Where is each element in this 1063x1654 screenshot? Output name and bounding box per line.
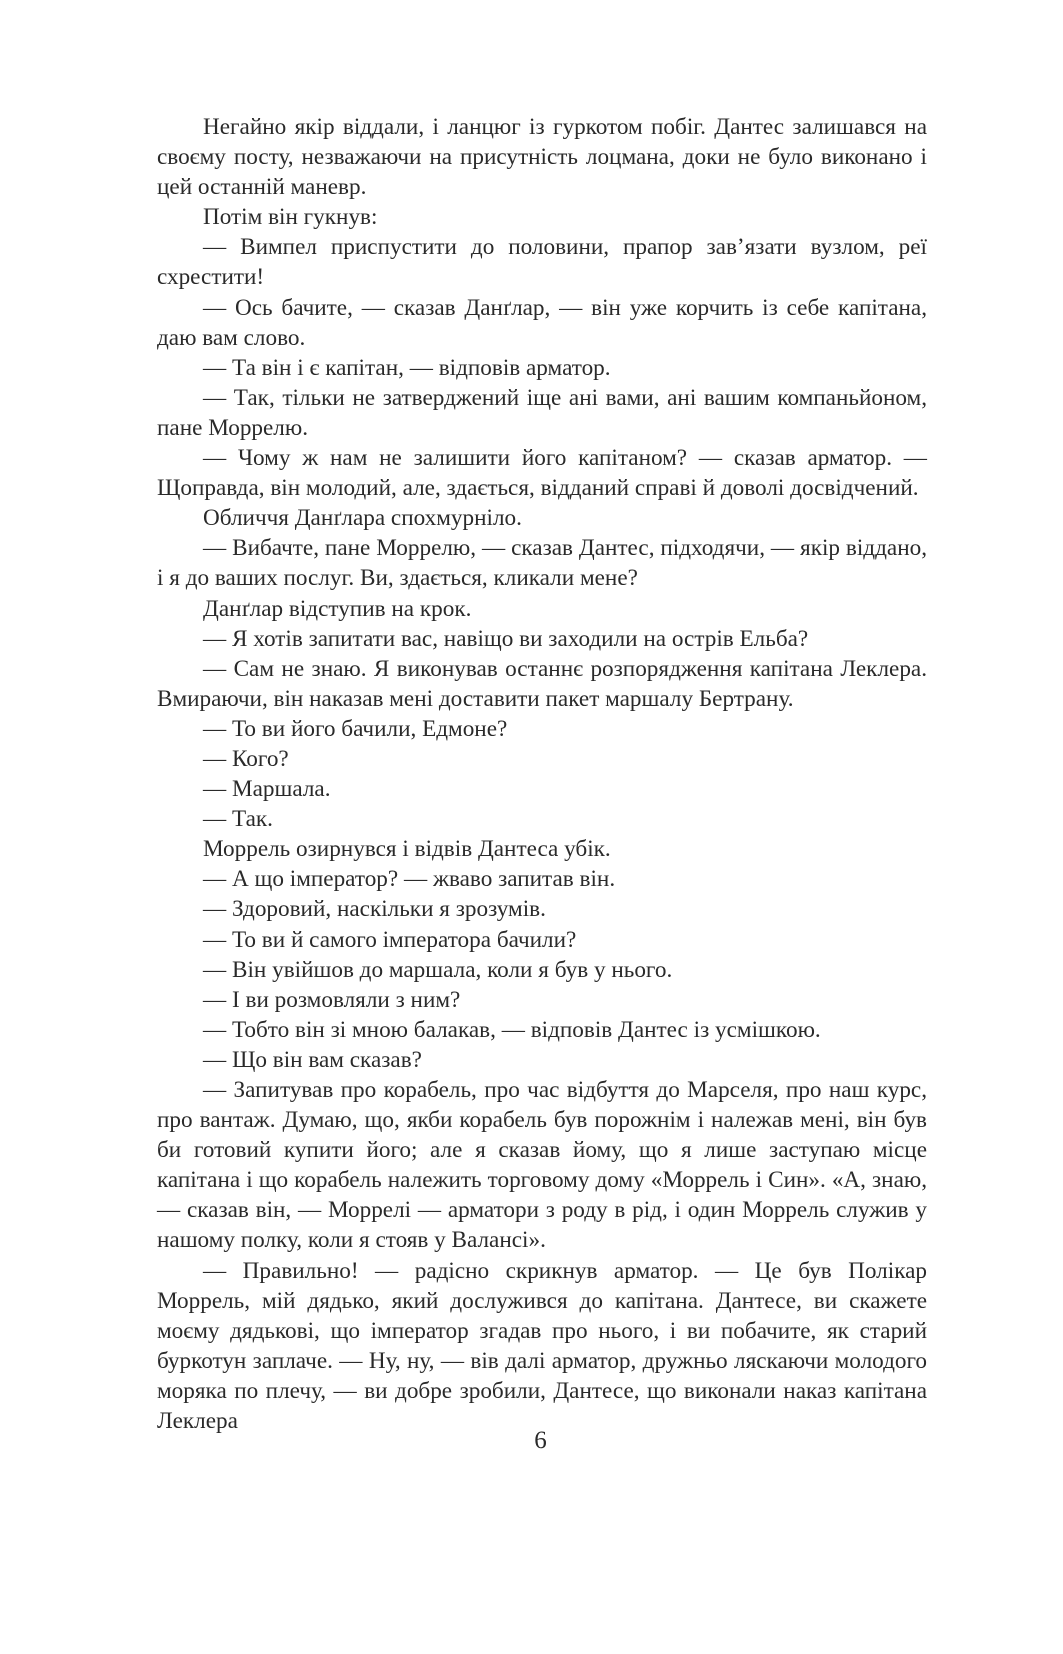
paragraph: — Так.	[203, 806, 273, 833]
paragraph: Негайно якір віддали, і ланцюг із гуркотом побіг. Дантес залишався на своєму посту, незважаючи на присутність лоцмана, доки не було виконано і цей останній маневр.	[157, 114, 927, 201]
paragraph: — Чому ж нам не залишити його капітаном? — сказав арматор. — Щоправда, він молодий, але, здається, відданий справі й доволі досвідчений.	[157, 445, 927, 502]
paragraph: — Здоровий, наскільки я зрозумів.	[203, 896, 546, 923]
paragraph: Потім він гукнув:	[203, 204, 378, 231]
paragraph: — Та він і є капітан, — відповів арматор.	[203, 354, 611, 381]
paragraph: — І ви розмовляли з ним?	[203, 986, 461, 1013]
paragraph: — Так, тільки не затверджений іще ані вами, ані вашим компаньйоном, пане Моррелю.	[157, 384, 927, 441]
page-number: 6	[534, 1427, 547, 1454]
paragraph: — Кого?	[203, 745, 289, 772]
paragraph: — Вибачте, пане Моррелю, — сказав Дантес, підходячи, — якір віддано, і я до ваших послуг. Ви, здається, кликали мене?	[157, 535, 927, 592]
paragraph: — Запитував про корабель, про час відбуття до Марселя, про наш курс, про вантаж. Думаю, що, якби корабель був порожнім і належав мені, він був би готовий купити його; але я сказав йому, що я лише заступаю місце капітана і що корабель належить торговому дому «Моррель і Син». «А, знаю, — сказав він, — Моррелі — арматори з роду в рід, і один Моррель служив у нашому полку, коли я стояв у Валансі».	[157, 1077, 927, 1254]
paragraph: — Я хотів запитати вас, навіщо ви заходили на острів Ельба?	[203, 625, 809, 652]
paragraph: Данґлар відступив на крок.	[203, 595, 472, 622]
paragraph: — То ви й самого імператора бачили?	[203, 926, 577, 953]
paragraph: — Маршала.	[203, 776, 331, 803]
paragraph: — Тобто він зі мною балакав, — відповів Дантес із усмішкою.	[203, 1016, 821, 1043]
paragraph: — Ось бачите, — сказав Данґлар, — він уже корчить із себе капітана, даю вам слово.	[157, 294, 927, 351]
paragraph: — А що імператор? — жваво запитав він.	[203, 866, 616, 893]
paragraph: — Що він вам сказав?	[203, 1046, 422, 1073]
paragraph: Моррель озирнувся і відвів Дантеса убік.	[203, 836, 611, 863]
paragraph: — Сам не знаю. Я виконував останнє розпорядження капітана Леклера. Вмираючи, він наказав мені доставити пакет маршалу Бертрану.	[157, 655, 927, 712]
paragraph: — Він увійшов до маршала, коли я був у нього.	[203, 956, 673, 983]
paragraph: — Вимпел приспустити до половини, прапор зав’язати вузлом, реї схрестити!	[157, 234, 927, 291]
paragraph: — То ви його бачили, Едмоне?	[203, 715, 508, 742]
paragraph: — Правильно! — радісно скрикнув арматор. — Це був Полікар Моррель, мій дядько, який дослужився до капітана. Дантесе, ви скажете моєму дядькові, що імператор згадав про нього, і ви побачите, як старий буркотун заплаче. — Ну, ну, — вів далі арматор, дружньо ляскаючи молодого моряка по плечу, — ви добре зробили, Дантесе, що виконали наказ капітана Леклера	[157, 1257, 927, 1435]
body-text	[157, 112, 927, 1436]
paragraph: Обличчя Данґлара спохмурніло.	[203, 505, 522, 532]
